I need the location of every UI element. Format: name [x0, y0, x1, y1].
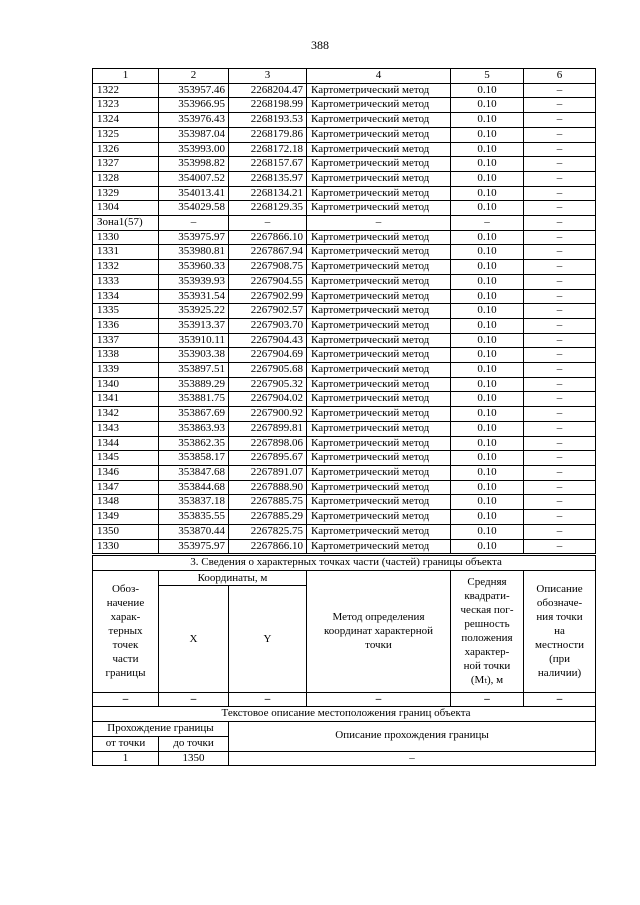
table-row [93, 245, 596, 260]
table-row [93, 348, 596, 363]
passage-text: – [229, 751, 596, 766]
table-row [93, 142, 596, 157]
description: – [524, 98, 596, 113]
coordinates-table [92, 68, 596, 554]
x-coordinate: 354013.41 [159, 186, 229, 201]
x-coordinate: 353903.38 [159, 348, 229, 363]
method: Картометрический метод [307, 363, 451, 378]
method: Картометрический метод [307, 480, 451, 495]
header-coordinates: Координаты, м [159, 570, 307, 585]
passage-to: 1350 [159, 751, 229, 766]
x-coordinate: 353867.69 [159, 407, 229, 422]
description: – [524, 260, 596, 275]
method: Картометрический метод [307, 377, 451, 392]
y-coordinate: 2267866.10 [229, 230, 307, 245]
passage-description-header: Описание прохождения границы [229, 722, 596, 751]
x-coordinate: 353960.33 [159, 260, 229, 275]
accuracy: 0.10 [451, 407, 524, 422]
accuracy: 0.10 [451, 98, 524, 113]
point-number: 1322 [93, 83, 159, 98]
column-number-row [93, 69, 596, 84]
description: – [524, 230, 596, 245]
text-description-title: Текстовое описание местоположения границ объекта [93, 707, 596, 722]
point-number: 1339 [93, 363, 159, 378]
point-number: 1344 [93, 436, 159, 451]
point-number: 1324 [93, 113, 159, 128]
empty-cell: – [451, 692, 524, 707]
y-coordinate: 2267903.70 [229, 318, 307, 333]
table-row [93, 436, 596, 451]
section3-table [92, 555, 596, 766]
header-description: Описание обозначе- ния точки на местности (при наличии) [524, 570, 596, 692]
table-row [93, 363, 596, 378]
y-coordinate: 2268198.99 [229, 98, 307, 113]
column-number: 3 [229, 69, 307, 84]
y-coordinate: 2267888.90 [229, 480, 307, 495]
table-row [93, 216, 596, 231]
accuracy: 0.10 [451, 465, 524, 480]
table-row [93, 539, 596, 554]
x-coordinate: 353844.68 [159, 480, 229, 495]
accuracy: 0.10 [451, 186, 524, 201]
point-number: 1342 [93, 407, 159, 422]
column-number: 6 [524, 69, 596, 84]
description: – [524, 333, 596, 348]
column-number: 2 [159, 69, 229, 84]
from-point-header: от точки [93, 736, 159, 751]
x-coordinate: 353870.44 [159, 524, 229, 539]
y-coordinate: 2267905.32 [229, 377, 307, 392]
header-method: Метод определения координат характерной точки [307, 570, 451, 692]
table-row [93, 465, 596, 480]
accuracy: 0.10 [451, 260, 524, 275]
description: – [524, 83, 596, 98]
point-number: 1346 [93, 465, 159, 480]
point-number: 1340 [93, 377, 159, 392]
method: Картометрический метод [307, 510, 451, 525]
description: – [524, 142, 596, 157]
method: Картометрический метод [307, 495, 451, 510]
x-coordinate: 353998.82 [159, 157, 229, 172]
description: – [524, 539, 596, 554]
description: – [524, 436, 596, 451]
accuracy: 0.10 [451, 142, 524, 157]
description: – [524, 245, 596, 260]
point-number: Зона1(57) [93, 216, 159, 231]
y-coordinate: 2268193.53 [229, 113, 307, 128]
accuracy: 0.10 [451, 333, 524, 348]
x-coordinate: 354007.52 [159, 171, 229, 186]
y-coordinate: 2267885.29 [229, 510, 307, 525]
y-coordinate: 2267904.69 [229, 348, 307, 363]
accuracy: 0.10 [451, 201, 524, 216]
table-row [93, 407, 596, 422]
y-coordinate: – [229, 216, 307, 231]
y-coordinate: 2267891.07 [229, 465, 307, 480]
method: Картометрический метод [307, 539, 451, 554]
y-coordinate: 2267900.92 [229, 407, 307, 422]
description: – [524, 465, 596, 480]
accuracy: 0.10 [451, 127, 524, 142]
x-coordinate: 353862.35 [159, 436, 229, 451]
point-number: 1323 [93, 98, 159, 113]
x-coordinate: 353835.55 [159, 510, 229, 525]
point-number: 1327 [93, 157, 159, 172]
method: Картометрический метод [307, 333, 451, 348]
description: – [524, 495, 596, 510]
x-coordinate: 353931.54 [159, 289, 229, 304]
point-number: 1347 [93, 480, 159, 495]
accuracy: 0.10 [451, 245, 524, 260]
method: Картометрический метод [307, 157, 451, 172]
x-coordinate: 353889.29 [159, 377, 229, 392]
method: Картометрический метод [307, 451, 451, 466]
method: Картометрический метод [307, 304, 451, 319]
table-row [93, 304, 596, 319]
x-coordinate: 353976.43 [159, 113, 229, 128]
table-row [93, 260, 596, 275]
point-number: 1336 [93, 318, 159, 333]
method: Картометрический метод [307, 318, 451, 333]
table-row [93, 524, 596, 539]
accuracy: 0.10 [451, 274, 524, 289]
x-coordinate: 353863.93 [159, 421, 229, 436]
accuracy: 0.10 [451, 436, 524, 451]
column-number: 1 [93, 69, 159, 84]
point-number: 1333 [93, 274, 159, 289]
accuracy: 0.10 [451, 157, 524, 172]
empty-cell: – [307, 692, 451, 707]
accuracy: 0.10 [451, 510, 524, 525]
y-coordinate: 2268157.67 [229, 157, 307, 172]
y-coordinate: 2267867.94 [229, 245, 307, 260]
accuracy: 0.10 [451, 524, 524, 539]
method: Картометрический метод [307, 113, 451, 128]
description: – [524, 392, 596, 407]
accuracy: 0.10 [451, 348, 524, 363]
point-number: 1331 [93, 245, 159, 260]
x-coordinate: 353913.37 [159, 318, 229, 333]
method: Картометрический метод [307, 260, 451, 275]
point-number: 1338 [93, 348, 159, 363]
description: – [524, 510, 596, 525]
x-coordinate: 353897.51 [159, 363, 229, 378]
point-number: 1328 [93, 171, 159, 186]
method: Картометрический метод [307, 142, 451, 157]
table-row [93, 230, 596, 245]
method: Картометрический метод [307, 436, 451, 451]
description: – [524, 348, 596, 363]
point-number: 1341 [93, 392, 159, 407]
method: Картометрический метод [307, 98, 451, 113]
y-coordinate: 2267902.99 [229, 289, 307, 304]
description: – [524, 480, 596, 495]
table-row [93, 83, 596, 98]
method: Картометрический метод [307, 230, 451, 245]
x-coordinate: 353847.68 [159, 465, 229, 480]
method: Картометрический метод [307, 524, 451, 539]
header-x: X [159, 585, 229, 692]
method: Картометрический метод [307, 407, 451, 422]
y-coordinate: 2268135.97 [229, 171, 307, 186]
x-coordinate: 353837.18 [159, 495, 229, 510]
point-number: 1332 [93, 260, 159, 275]
accuracy: 0.10 [451, 480, 524, 495]
y-coordinate: 2267904.43 [229, 333, 307, 348]
point-number: 1304 [93, 201, 159, 216]
y-coordinate: 2267905.68 [229, 363, 307, 378]
table-row [93, 98, 596, 113]
description: – [524, 274, 596, 289]
table-row [93, 495, 596, 510]
passage-header: Прохождение границы [93, 722, 229, 737]
y-coordinate: 2268204.47 [229, 83, 307, 98]
x-coordinate: – [159, 216, 229, 231]
description: – [524, 171, 596, 186]
description: – [524, 304, 596, 319]
y-coordinate: 2267904.02 [229, 392, 307, 407]
page-number: 388 [311, 38, 329, 52]
header-accuracy: Средняя квадрати- ческая пог- решность положения характер- ной точки (Mₜ), м [451, 570, 524, 692]
description: – [524, 127, 596, 142]
point-number: 1349 [93, 510, 159, 525]
method: Картометрический метод [307, 421, 451, 436]
point-number: 1348 [93, 495, 159, 510]
description: – [524, 201, 596, 216]
y-coordinate: 2267898.06 [229, 436, 307, 451]
point-number: 1343 [93, 421, 159, 436]
x-coordinate: 353975.97 [159, 539, 229, 554]
description: – [524, 421, 596, 436]
description: – [524, 318, 596, 333]
point-number: 1334 [93, 289, 159, 304]
description: – [524, 407, 596, 422]
x-coordinate: 353910.11 [159, 333, 229, 348]
accuracy: 0.10 [451, 304, 524, 319]
table-row [93, 318, 596, 333]
y-coordinate: 2267866.10 [229, 539, 307, 554]
accuracy: 0.10 [451, 392, 524, 407]
point-number: 1335 [93, 304, 159, 319]
point-number: 1330 [93, 539, 159, 554]
table-row [93, 421, 596, 436]
empty-cell: – [524, 692, 596, 707]
accuracy: 0.10 [451, 113, 524, 128]
header-y: Y [229, 585, 307, 692]
table-row [93, 451, 596, 466]
point-number: 1326 [93, 142, 159, 157]
accuracy: 0.10 [451, 363, 524, 378]
method: Картометрический метод [307, 83, 451, 98]
y-coordinate: 2268129.35 [229, 201, 307, 216]
table-row [93, 274, 596, 289]
description: – [524, 157, 596, 172]
table-row [93, 480, 596, 495]
description: – [524, 524, 596, 539]
x-coordinate: 353980.81 [159, 245, 229, 260]
header-designation: Обоз- начение харак- терных точек части границы [93, 570, 159, 692]
table-row [93, 333, 596, 348]
description: – [524, 216, 596, 231]
x-coordinate: 353939.93 [159, 274, 229, 289]
y-coordinate: 2267904.55 [229, 274, 307, 289]
method: Картометрический метод [307, 392, 451, 407]
point-number: 1325 [93, 127, 159, 142]
point-number: 1350 [93, 524, 159, 539]
method: – [307, 216, 451, 231]
y-coordinate: 2267902.57 [229, 304, 307, 319]
method: Картометрический метод [307, 274, 451, 289]
method: Картометрический метод [307, 348, 451, 363]
table-row [93, 201, 596, 216]
x-coordinate: 353957.46 [159, 83, 229, 98]
description: – [524, 451, 596, 466]
method: Картометрический метод [307, 171, 451, 186]
accuracy: 0.10 [451, 230, 524, 245]
method: Картометрический метод [307, 289, 451, 304]
table-row [93, 377, 596, 392]
table-row [93, 157, 596, 172]
accuracy: 0.10 [451, 318, 524, 333]
x-coordinate: 353993.00 [159, 142, 229, 157]
point-number: 1329 [93, 186, 159, 201]
table-row [93, 392, 596, 407]
table-row [93, 113, 596, 128]
description: – [524, 289, 596, 304]
accuracy: 0.10 [451, 171, 524, 186]
description: – [524, 363, 596, 378]
passage-row [93, 751, 596, 766]
accuracy: 0.10 [451, 451, 524, 466]
point-number: 1330 [93, 230, 159, 245]
description: – [524, 113, 596, 128]
point-number: 1345 [93, 451, 159, 466]
x-coordinate: 353987.04 [159, 127, 229, 142]
empty-cell: – [229, 692, 307, 707]
accuracy: 0.10 [451, 539, 524, 554]
y-coordinate: 2268172.18 [229, 142, 307, 157]
x-coordinate: 353881.75 [159, 392, 229, 407]
accuracy: 0.10 [451, 83, 524, 98]
table-row [93, 186, 596, 201]
accuracy: 0.10 [451, 421, 524, 436]
section3-title: 3. Сведения о характерных точках части (частей) границы объекта [93, 556, 596, 571]
table-row [93, 171, 596, 186]
table-row [93, 127, 596, 142]
point-number: 1337 [93, 333, 159, 348]
x-coordinate: 354029.58 [159, 201, 229, 216]
x-coordinate: 353925.22 [159, 304, 229, 319]
accuracy: – [451, 216, 524, 231]
description: – [524, 377, 596, 392]
accuracy: 0.10 [451, 377, 524, 392]
y-coordinate: 2267885.75 [229, 495, 307, 510]
accuracy: 0.10 [451, 289, 524, 304]
method: Картометрический метод [307, 127, 451, 142]
method: Картометрический метод [307, 465, 451, 480]
y-coordinate: 2268179.86 [229, 127, 307, 142]
empty-cell: – [159, 692, 229, 707]
column-number: 5 [451, 69, 524, 84]
method: Картометрический метод [307, 186, 451, 201]
y-coordinate: 2267908.75 [229, 260, 307, 275]
x-coordinate: 353975.97 [159, 230, 229, 245]
accuracy: 0.10 [451, 495, 524, 510]
table-row [93, 289, 596, 304]
y-coordinate: 2267825.75 [229, 524, 307, 539]
x-coordinate: 353966.95 [159, 98, 229, 113]
column-number: 4 [307, 69, 451, 84]
y-coordinate: 2268134.21 [229, 186, 307, 201]
description: – [524, 186, 596, 201]
x-coordinate: 353858.17 [159, 451, 229, 466]
section3-empty-row [93, 692, 596, 707]
to-point-header: до точки [159, 736, 229, 751]
method: Картометрический метод [307, 245, 451, 260]
method: Картометрический метод [307, 201, 451, 216]
table-row [93, 510, 596, 525]
empty-cell: – [93, 692, 159, 707]
passage-from: 1 [93, 751, 159, 766]
y-coordinate: 2267895.67 [229, 451, 307, 466]
y-coordinate: 2267899.81 [229, 421, 307, 436]
